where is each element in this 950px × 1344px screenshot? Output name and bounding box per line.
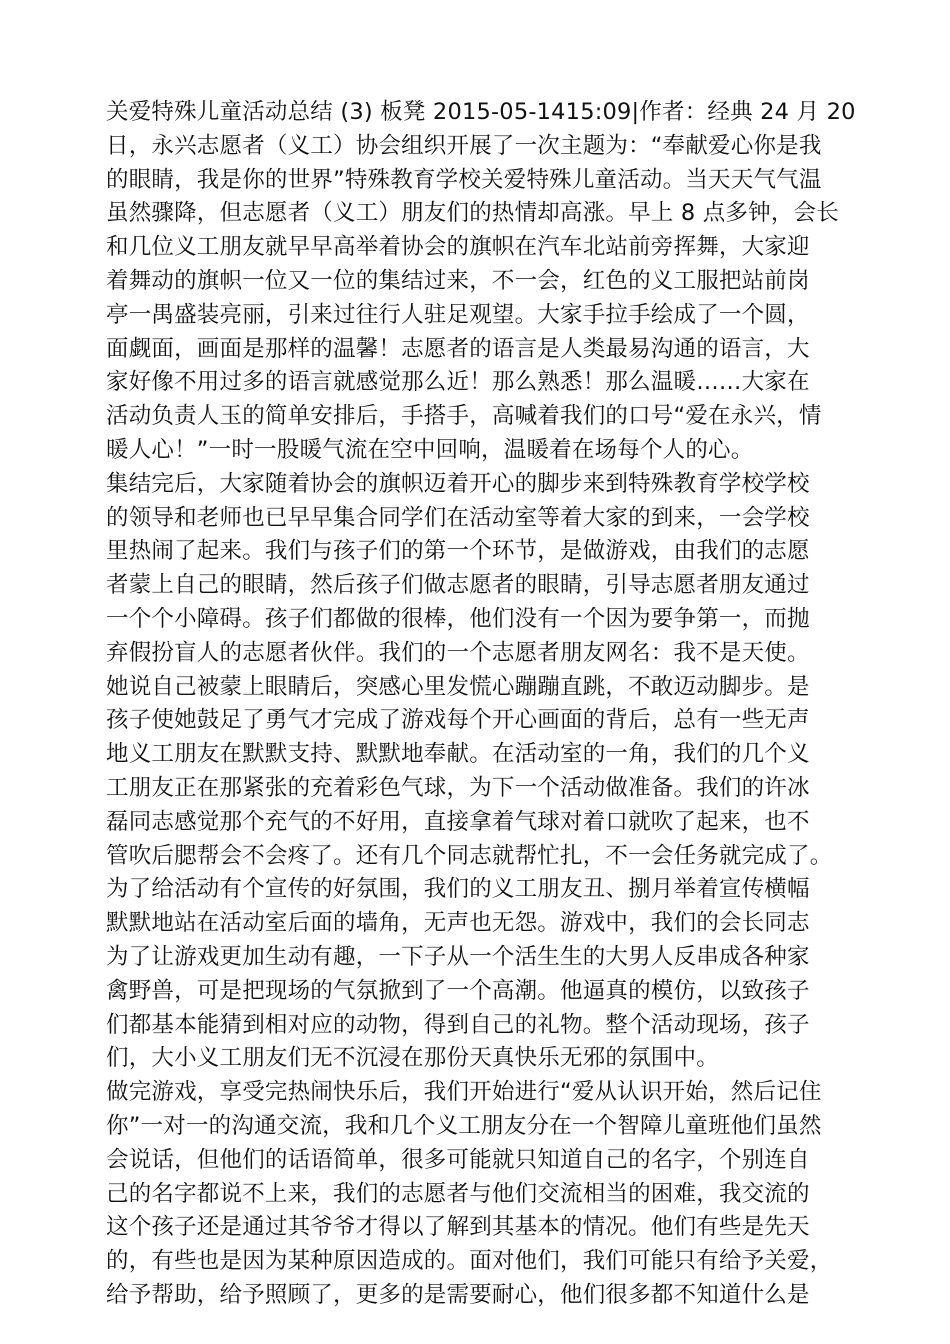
- text-line: 着舞动的旗帜一位又一位的集结过来，不一会，红色的义工服把站前岗: [106, 267, 810, 294]
- text-line: 活动负责人玉的简单安排后，手搭手，高喊着我们的口号“爱在永兴，情: [106, 403, 822, 430]
- text-line: 默默地站在活动室后面的墙角，无声也无怨。游戏中，我们的会长同志: [106, 910, 810, 937]
- text-line: 日，永兴志愿者（义工）协会组织开展了一次主题为：“奉献爱心你是我: [106, 132, 822, 159]
- text-line: 暖人心！”一时一股暖气流在空中回响，温暖着在场每个人的心。: [106, 436, 754, 463]
- text-line: 她说自己被蒙上眼睛后，突感心里发慌心蹦蹦直跳，不敢迈动脚步。是: [106, 673, 810, 700]
- text-line: 面觑面，画面是那样的温馨！志愿者的语言是人类最易沟通的语言，大: [106, 335, 810, 362]
- paragraph-2: [106, 468, 846, 1076]
- paragraph-3: [106, 1076, 846, 1313]
- text-line: 虽然骤降，但志愿者（义工）朋友们的热情却高涨。早上 8 点多钟，会长: [106, 200, 839, 227]
- text-line: 关爱特殊儿童活动总结 (3) 板凳 2015-05-1415:09|作者：经典 24 月 20: [106, 99, 856, 125]
- text-line: 的领导和老师也已早早集合同学们在活动室等着大家的到来，一会学校: [106, 504, 810, 531]
- text-line: 们都基本能猜到相对应的动物，得到自己的礼物。整个活动现场，孩子: [106, 1011, 810, 1038]
- text-line: 给予帮助，给予照顾了，更多的是需要耐心，他们很多都不知道什么是: [106, 1281, 810, 1308]
- text-line: 们，大小义工朋友们无不沉浸在那份天真快乐无邪的氛围中。: [106, 1045, 719, 1072]
- text-line: 集结完后，大家随着协会的旗帜迈着开心的脚步来到特殊教育学校学校: [106, 470, 810, 497]
- text-line: 管吹后腮帮会不会疼了。还有几个同志就帮忙扎，不一会任务就完成了。: [106, 842, 833, 869]
- paragraph-1: [106, 96, 856, 468]
- text-line: 这个孩子还是通过其爷爷才得以了解到其基本的情况。他们有些是先天: [106, 1214, 810, 1241]
- text-line: 地义工朋友在默默支持、默默地奉献。在活动室的一角，我们的几个义: [106, 741, 810, 768]
- text-line: 的，有些也是因为某种原因造成的。面对他们，我们可能只有给予关爱，: [106, 1248, 833, 1275]
- text-line: 弃假扮盲人的志愿者伙伴。我们的一个志愿者朋友网名：我不是天使。: [106, 639, 810, 666]
- document-body: [106, 96, 856, 1313]
- text-line: 为了给活动有个宣传的好氛围，我们的义工朋友丑、捌月举着宣传横幅: [106, 876, 810, 903]
- text-line: 会说话，但他们的话语简单，很多可能就只知道自己的名字，个别连自: [106, 1146, 810, 1173]
- text-line: 工朋友正在那紧张的充着彩色气球，为下一个活动做准备。我们的许冰: [106, 774, 810, 801]
- text-line: 孩子使她鼓足了勇气才完成了游戏每个开心画面的背后，总有一些无声: [106, 707, 810, 734]
- text-line: 里热闹了起来。我们与孩子们的第一个环节，是做游戏，由我们的志愿: [106, 538, 810, 565]
- text-line: 禽野兽，可是把现场的气氛掀到了一个高潮。他逼真的模仿，以致孩子: [106, 977, 810, 1004]
- text-line: 家好像不用过多的语言就感觉那么近！那么熟悉！那么温暖……大家在: [106, 369, 810, 396]
- text-line: 做完游戏，享受完热闹快乐后，我们开始进行“爱从认识开始，然后记住: [106, 1079, 822, 1106]
- text-line: 为了让游戏更加生动有趣，一下子从一个活生生的大男人反串成各种家: [106, 943, 810, 970]
- text-line: 亭一禺盛装亮丽，引来过往行人驻足观望。大家手拉手绘成了一个圆，: [106, 301, 810, 328]
- text-line: 一个个小障碍。孩子们都做的很棒，他们没有一个因为要争第一，而抛: [106, 605, 810, 632]
- text-line: 者蒙上自己的眼睛，然后孩子们做志愿者的眼睛，引导志愿者朋友通过: [106, 572, 810, 599]
- text-line: 己的名字都说不上来，我们的志愿者与他们交流相当的困难，我交流的: [106, 1180, 810, 1207]
- text-line: 你”一对一的沟通交流，我和几个义工朋友分在一个智障儿童班他们虽然: [106, 1112, 822, 1139]
- text-line: 的眼睛，我是你的世界”特殊教育学校关爱特殊儿童活动。当天天气气温: [106, 166, 822, 193]
- text-line: 和几位义工朋友就早早高举着协会的旗帜在汽车北站前旁挥舞，大家迎: [106, 234, 810, 261]
- text-line: 磊同志感觉那个充气的不好用，直接拿着气球对着口就吹了起来，也不: [106, 808, 810, 835]
